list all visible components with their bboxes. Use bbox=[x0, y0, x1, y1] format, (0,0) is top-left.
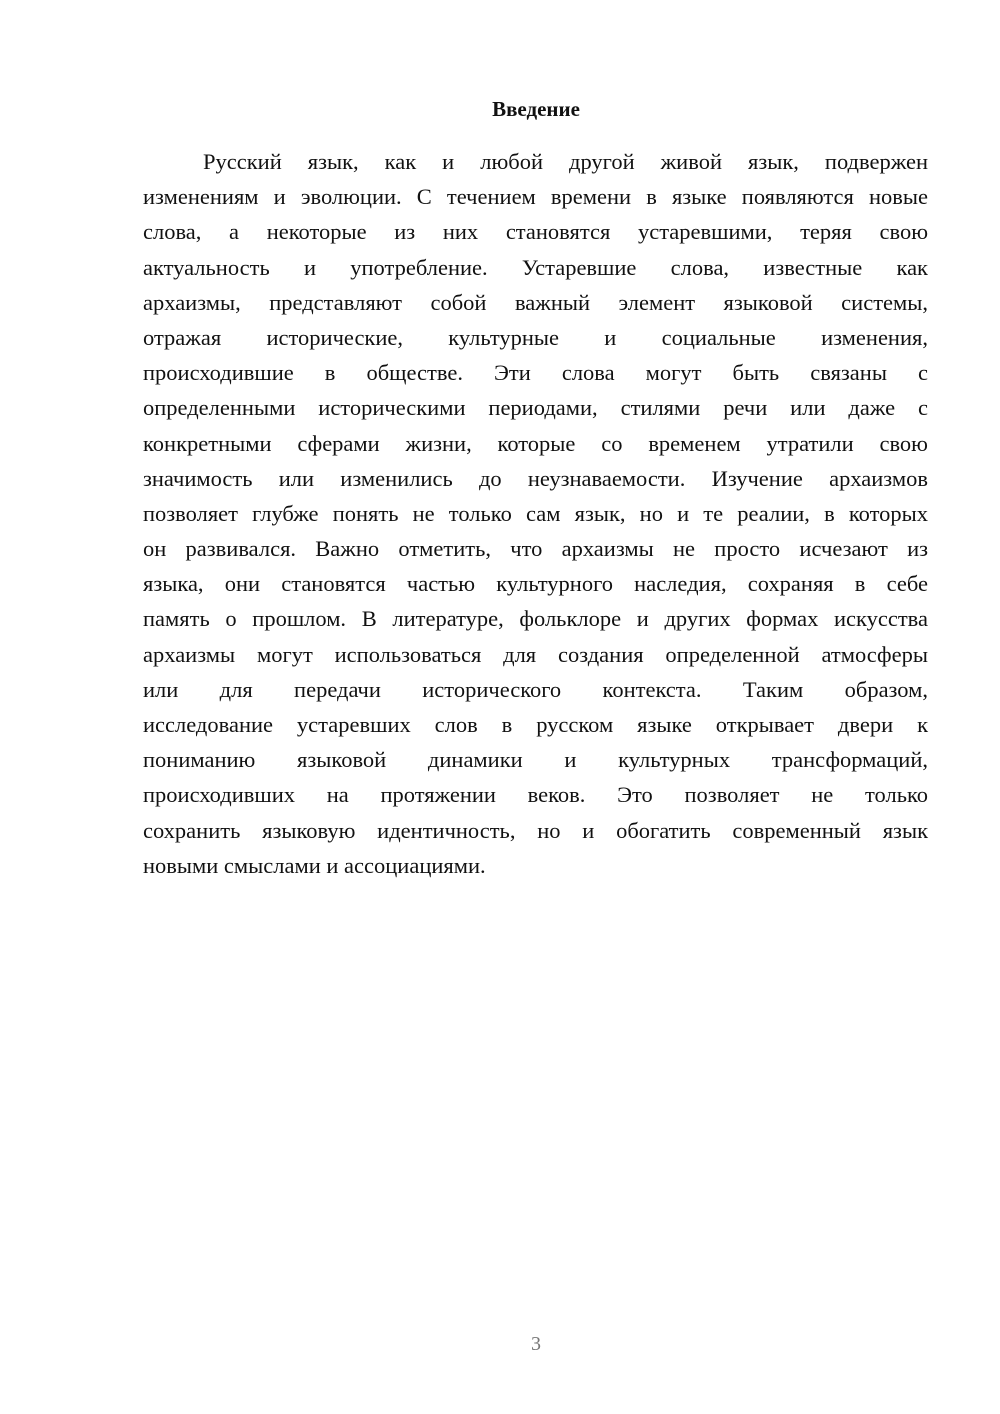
paragraph-line: определенными историческими периодами, стилями речи или даже с bbox=[143, 395, 928, 421]
paragraph-line: изменениям и эволюции. С течением времени в языке появляются новые bbox=[143, 184, 928, 210]
paragraph-line: Русский язык, как и любой другой живой язык, подвержен bbox=[203, 149, 928, 174]
paragraph-line: он развивался. Важно отметить, что архаизмы не просто исчезают из bbox=[143, 536, 928, 562]
paragraph-line: отражая исторические, культурные и социальные изменения, bbox=[143, 324, 928, 350]
paragraph-line: или для передачи исторического контекста. Таким образом, bbox=[143, 676, 928, 702]
paragraph-line: архаизмы могут использоваться для создания определенной атмосферы bbox=[143, 641, 928, 667]
paragraph-line: архаизмы, представляют собой важный элемент языковой системы, bbox=[143, 289, 928, 315]
paragraph-line: сохранить языковую идентичность, но и обогатить современный язык bbox=[143, 817, 928, 843]
paragraph-line: конкретными сферами жизни, которые со временем утратили свою bbox=[143, 430, 928, 456]
paragraph-line: позволяет глубже понять не только сам язык, но и те реалии, в которых bbox=[143, 500, 928, 526]
paragraph-line: пониманию языковой динамики и культурных трансформаций, bbox=[143, 747, 928, 773]
section-heading: Введение bbox=[492, 97, 580, 121]
paragraph-line: новыми смыслами и ассоциациями. bbox=[143, 852, 486, 878]
intro-paragraph bbox=[143, 144, 928, 883]
paragraph-line: происходившие в обществе. Эти слова могут быть связаны с bbox=[143, 360, 928, 386]
paragraph-line: слова, а некоторые из них становятся устаревшими, теряя свою bbox=[143, 219, 928, 245]
paragraph-line: языка, они становятся частью культурного наследия, сохраняя в себе bbox=[143, 571, 928, 597]
paragraph-line: происходивших на протяжении веков. Это позволяет не только bbox=[143, 782, 928, 808]
page-number: 3 bbox=[531, 1333, 541, 1355]
paragraph-line: значимость или изменились до неузнаваемости. Изучение архаизмов bbox=[143, 465, 928, 491]
paragraph-line: исследование устаревших слов в русском языке открывает двери к bbox=[143, 712, 928, 737]
paragraph-line: актуальность и употребление. Устаревшие слова, известные как bbox=[143, 254, 928, 280]
paragraph-line: память о прошлом. В литературе, фольклоре и других формах искусства bbox=[143, 606, 928, 632]
